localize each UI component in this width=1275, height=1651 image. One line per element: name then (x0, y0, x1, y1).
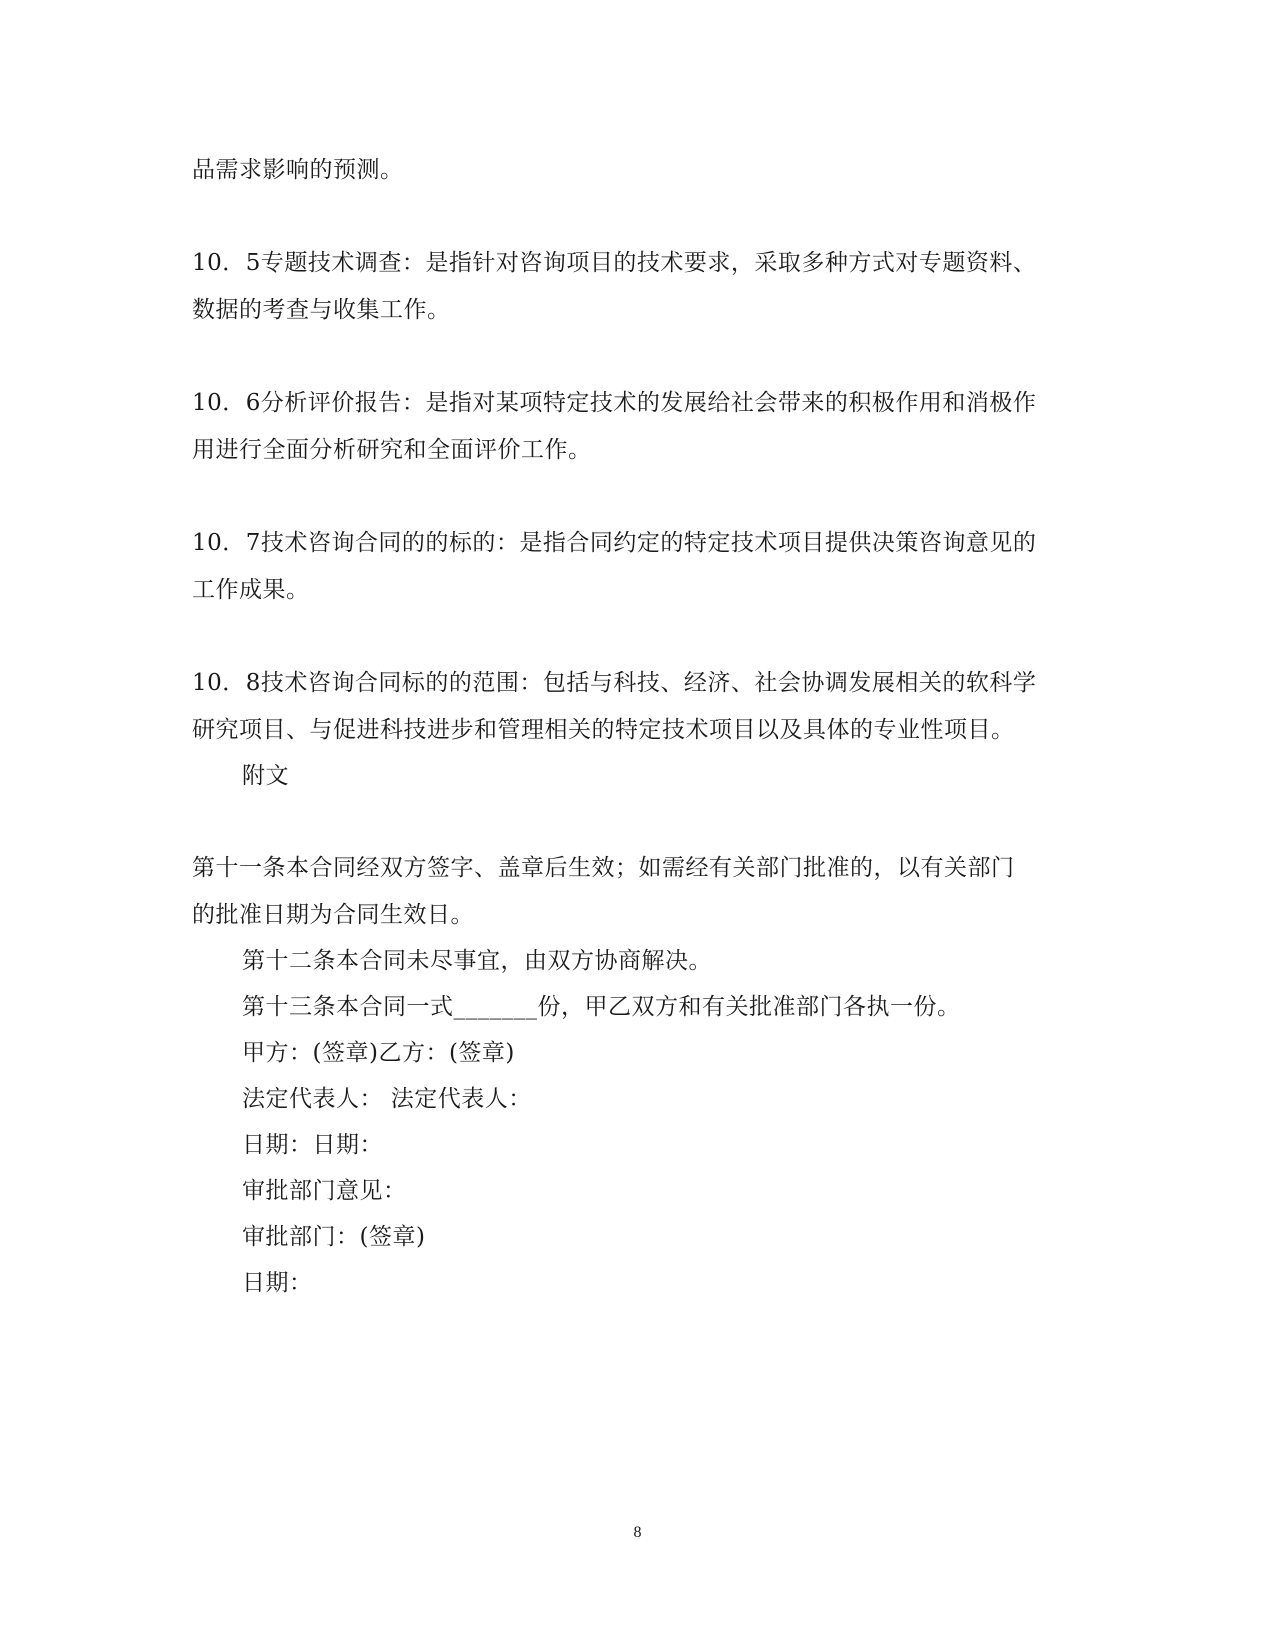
article-11-line: 的批准日期为合同生效日。 (192, 902, 474, 928)
paragraph-line: 10．8技术咨询合同标的的范围：包括与科技、经济、社会协调发展相关的软科学 (192, 670, 1037, 696)
paragraph-line: 数据的考查与收集工作。 (192, 297, 451, 323)
paragraph-line: 工作成果。 (192, 577, 310, 603)
paragraph-line: 10．6分析评价报告：是指对某项特定技术的发展给社会带来的积极作用和消极作 (192, 390, 1037, 416)
paragraph-line: 品需求影响的预测。 (192, 157, 404, 183)
article-12: 第十二条本合同未尽事宜，由双方协商解决。 (242, 948, 712, 974)
approval-date: 日期： (242, 1270, 313, 1296)
approval-department: 审批部门：(签章) (242, 1224, 426, 1250)
paragraph-line: 用进行全面分析研究和全面评价工作。 (192, 437, 592, 463)
signature-representatives: 法定代表人： 法定代表人： (242, 1086, 532, 1112)
approval-opinion: 审批部门意见： (242, 1178, 407, 1204)
signature-dates: 日期：日期： (242, 1132, 383, 1158)
signature-parties: 甲方：(签章)乙方：(签章) (242, 1040, 515, 1066)
article-11-line: 第十一条本合同经双方签字、盖章后生效；如需经有关部门批准的，以有关部门 (192, 855, 1015, 881)
article-13: 第十三条本合同一式_______份，甲乙双方和有关批准部门各执一份。 (242, 994, 961, 1020)
page-number: 8 (633, 1524, 642, 1541)
paragraph-line: 10．5专题技术调查：是指针对咨询项目的技术要求，采取多种方式对专题资料、 (192, 250, 1037, 276)
paragraph-line: 研究项目、与促进科技进步和管理相关的特定技术项目以及具体的专业性项目。 (192, 717, 1015, 743)
appendix-label: 附文 (242, 763, 289, 789)
paragraph-line: 10．7技术咨询合同的的标的：是指合同约定的特定技术项目提供决策咨询意见的 (192, 530, 1037, 556)
